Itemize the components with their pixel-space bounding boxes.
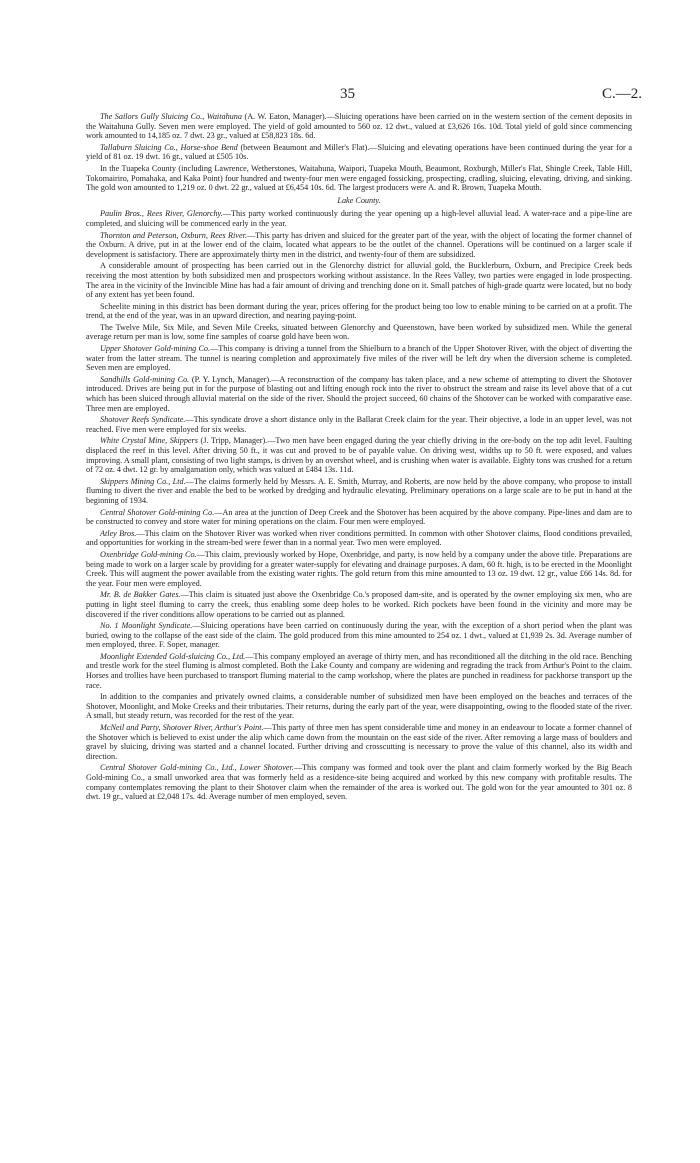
- paragraph-heading: McNeil and Party, Shotover River, Arthur's Point.: [100, 723, 264, 733]
- paragraph: [86, 375, 632, 413]
- paragraph-heading: Paulin Bros., Rees River, Glenorchy.: [100, 209, 223, 219]
- paragraph-heading: White Crystal Mine, Skippers: [100, 436, 198, 446]
- paragraph: [86, 415, 632, 434]
- paragraph-text: (A. W. Eaton, Manager).—Sluicing operations have been carried on in the western section of the cement deposits in the Waitahuna Gully. Seven men were employed. The yield of gold amounted to 560 oz. 12 dwt., valued at £3,626 16s. 10d. Total yield of gold since commencing work amounted to 14,185 oz. 7 dwt. 23 gr., valued at £58,823 18s. 6d.: [86, 112, 632, 141]
- paragraph: [86, 261, 632, 299]
- page-number: 35: [340, 86, 355, 102]
- paragraph-text: In the Tuapeka County (including Lawrence, Wetherstones, Waitahuna, Waipori, Tuapeka Mouth, Beaumont, Roxburgh, Miller's Flat, Shingle Creek, Table Hill, Tokomairiro, Pomahaka, and Kaka Point) four hundred and twenty-four men were engaged fossicking, prospecting, cradling, sluicing, elevating, driving, and sinking. The gold won amounted to 1,219 oz. 0 dwt. 22 gr., valued at £6,454 10s. 6d. The largest producers were A. and R. Brown, Tuapeka Mouth.: [86, 163, 632, 193]
- paragraph: [86, 529, 632, 548]
- paragraph-text: —This party has driven and sluiced for the greater part of the year, with the object of locating the former channel of the Oxburn. A drive, put in at the lower end of the claim, located what appears to be the outlet of the channel. Operations will be continued on a larger scale if development is satisfactory. There are approximately thirty men in the district, and twenty-four of them are subsidized.: [86, 230, 632, 259]
- paragraph-heading: Moonlight Extended Gold-sluicing Co., Ltd.: [100, 651, 246, 661]
- paragraph-heading: Atley Bros.: [100, 528, 137, 538]
- paragraph-heading: Tallaburn Sluicing Co., Horse-shoe Bend: [100, 142, 238, 152]
- paragraph: [86, 323, 632, 342]
- paragraph: [86, 550, 632, 588]
- tuapeka-section: [86, 112, 632, 193]
- paragraph-text: —This claim is situated just above the Oxenbridge Co.'s proposed dam-site, and is operated by the owner employing six men, who are putting in light steel fluming to carry the creek, thus enabling some deep holes to be worked. Rich pockets have been found in the vicinity and more may be discovered if the river conditions allow operations to be carried out as planned.: [86, 590, 632, 619]
- paragraph: [86, 302, 632, 321]
- paragraph: [86, 164, 632, 193]
- paragraph-heading: Oxenbridge Gold-mining Co.: [100, 549, 197, 559]
- paragraph-text: —This company is driving a tunnel from the Shielburn to a branch of the Upper Shotover River, with the object of diverting the water from the latter stream. The tunnel is nearing completion and approximately five miles of the river will be left dry when the diversion scheme is completed. Seven men are employed.: [86, 344, 632, 373]
- paragraph: [86, 436, 632, 474]
- lake-county-section: [86, 209, 632, 801]
- paragraph: [86, 652, 632, 690]
- paragraph-heading: Sandhills Gold-mining Co.: [100, 374, 190, 384]
- paragraph-text: —This party of three men has spent considerable time and money in an endeavour to locate a former channel of the Shotover which is believed to exist under the alip which came down from the mountain on the east side of the river. After removing a large mass of boulders and gravel by sluicing, driving was started and a channel located. Further driving and crosscutting is necessary to prove the value of this channel, also its width and direction.: [86, 723, 632, 761]
- paragraph-text: —This syndicate drove a short distance only in the Ballarat Creek claim for the year. Their objective, a lode in an upper level, was not reached. Five men were employed for six weeks.: [86, 415, 632, 434]
- document-reference: C.—2.: [601, 86, 642, 102]
- paragraph-text: —This claim on the Shotover River was worked when river conditions permitted. In common with other Shotover claims, flood conditions prevailed, and opportunities for working in the stream-bed were fewer than in a normal year. Two men were employed.: [86, 528, 633, 548]
- paragraph: [86, 231, 632, 260]
- paragraph-text: A considerable amount of prospecting has been carried out in the Glenorchy district for alluvial gold, the Bucklerburn, Oxburn, and Precipice Creek beds receiving the most attention by both subsidized men and prospectors working without assistance. In the Rees Valley, two parties were engaged in lode prospecting. The area in the vicinity of the Invincible Mine has had a fair amount of driving and trenching done on it. Small patches of high-grade quartz were located, but no body of any extent has yet been found.: [86, 261, 632, 300]
- paragraph-heading: Shotover Reefs Syndicate.: [100, 415, 186, 425]
- paragraph-text: —This claim, previously worked by Hope, Oxenbridge, and party, is now held by a company under the above title. Preparations are being made to work on a larger scale by providing for a greater water-supply for elevating and drainage purposes. A dam, 60 ft. high, is to be erected in the Moonlight Creek. This will augment the power available from the existing water rights. The gold return from this mine amounted to 13 oz. 19 dwt. 12 gr., value £66 14s. 8d. for the year. Four men were employed.: [86, 549, 632, 588]
- paragraph-heading: Central Shotover Gold-mining Co., Ltd., Lower Shotover.: [100, 763, 294, 773]
- paragraph-heading: Central Shotover Gold-mining Co.: [100, 507, 215, 517]
- paragraph: [86, 112, 632, 141]
- paragraph-text: —The claims formerly held by Messrs. A. E. Smith, Murray, and Roberts, are now held by the above company, who propose to install fluming to divert the river and enable the bed to be worked by dredging and hydraulic elevating. Preliminary operations on a large scale are to be put in hand at the beginning of 1934.: [86, 476, 632, 505]
- paragraph-heading: Thornton and Peterson, Oxburn, Rees River.: [100, 230, 247, 240]
- paragraph-text: —This company employed an average of thirty men, and has reconditioned all the ditching in the old race. Benching and trestle work for the steel fluming is almost completed. Both the Lake County and company are widening and regrading the track from Arthur's Point to the claim. Horses and trollies have been purchased to transport fluming material to the camp workshop, where the plates are punched in readiness for packhorse transport up the race.: [86, 651, 633, 690]
- paragraph-heading: Upper Shotover Gold-mining Co.: [100, 344, 211, 354]
- paragraph: [86, 143, 632, 162]
- paragraph-heading: No. 1 Moonlight Syndicate.: [100, 621, 193, 631]
- paragraph-text: —This party worked continuously during the year opening up a high-level alluvial lead. A water-race and a pipe-line are completed, and sluicing will be commenced early in the year.: [86, 209, 632, 228]
- paragraph-text: In addition to the companies and privately owned claims, a considerable number of subsidized men have been employed on the beaches and terraces of the Shotover, Moonlight, and Moke Creeks and their tributaries. Their returns, during the early part of the year, were disappointing, owing to the flooded state of the river. A small, but steady return, was recorded for the rest of the year.: [86, 692, 632, 721]
- paragraph-text: The Twelve Mile, Six Mile, and Seven Mile Creeks, situated between Glenorchy and Queenstown, have been worked by subsidized men. While the general average return per man is low, some fine samples of coarse gold have been won.: [86, 322, 632, 342]
- paragraph: [86, 763, 632, 801]
- page-header: [0, 86, 700, 108]
- paragraph-text: (P. Y. Lynch, Manager).—A reconstruction of the company has taken place, and a new scheme of attempting to divert the Shotover introduced. Drives are being put in for the purpose of blasting out and lifting enough rock into the river to obstruct the stream and raise its level above that of a cut which has been sluiced through alluvial material on the side of the river. Should the project succeed, 60 chains of the Shotover can be worked with comparative ease. Three men are employed.: [86, 374, 632, 413]
- paragraph: [86, 621, 632, 650]
- paragraph-text: —An area at the junction of Deep Creek and the Shotover has been acquired by the above company. Pipe-lines and dam are to be constructed to convey and store water for mining operations on the claim. Four men were employed.: [86, 507, 632, 527]
- paragraph: [86, 590, 632, 619]
- paragraph: [86, 508, 632, 527]
- paragraph: [86, 477, 632, 506]
- section-title: Lake County.: [337, 195, 381, 205]
- paragraph-heading: Mr. B. de Bakker Gates.: [100, 590, 181, 600]
- document-body: [86, 112, 632, 804]
- paragraph-heading: Skippers Mining Co., Ltd.: [100, 476, 186, 486]
- paragraph-text: —Sluicing operations have been carried on continuously during the year, with the exception of a short period when the plant was buried, owing to the collapse of the east side of the claim. The gold produced from this mine amounted to 254 oz. 1 dwt., valued at £1,939 2s. 3d. Average number of men employed, three. F. Soper, manager.: [86, 621, 632, 650]
- paragraph-text: (between Beaumont and Miller's Flat).—Sluicing and elevating operations have been continued during the year for a yield of 81 oz. 19 dwt. 16 gr., valued at £505 10s.: [86, 142, 633, 162]
- paragraph: [86, 692, 632, 721]
- paragraph: [86, 209, 632, 228]
- paragraph-heading: The Sailors Gully Sluicing Co., Waitahuna: [100, 112, 242, 121]
- paragraph-text: Scheelite mining in this district has been dormant during the year, prices offering for the product being too low to enable mining to be carried on at a profit. The trend, at the end of the year, was in an upward direction, and nearing paying-point.: [86, 301, 632, 321]
- paragraph-text: (J. Tripp, Manager).—Two men have been engaged during the year chiefly driving in the ore-body on the top adit level. Faulting displaced the reef in this level. After driving 50 ft., it was cut and proved to be of payable value. On driving west, widths up to 50 ft. were exposed, and values improving. A small plant, consisting of two light stamps, is driven by an overshot wheel, and is crushing when water is available. Eighty tons was crushed for a return of 72 oz. 4 dwt. 12 gr. by amalgamation only, which was valued at £484 13s. 11d.: [86, 436, 632, 475]
- paragraph: [86, 723, 632, 761]
- paragraph-text: —This company was formed and took over the plant and claim formerly worked by the Big Beach Gold-mining Co., a small unworked area that was formerly held as a residence-site being acquired and worked by this new company with profitable results. The company contemplates removing the plant to their Shotover claim when the remainder of the area is worked out. The gold won for the year amounted to 301 oz. 8 dwt. 19 gr., valued at £2,048 17s. 4d. Average number of men employed, seven.: [86, 763, 632, 802]
- paragraph: [86, 344, 632, 373]
